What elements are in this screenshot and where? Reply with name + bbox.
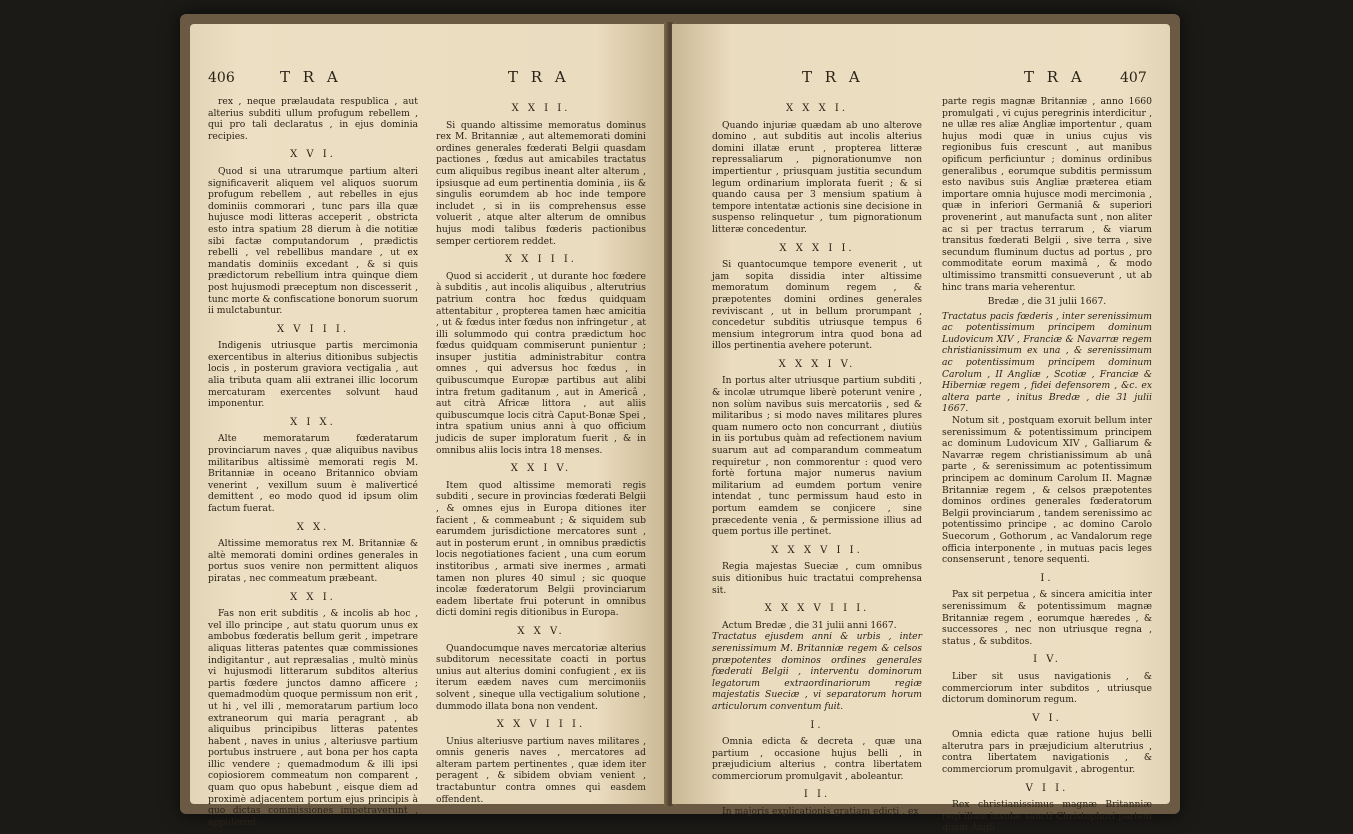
text-paragraph: Si quantocumque tempore evenerit , ut jam sopita dissidia inter altissime memoratum dominum regem , & præpotentes domini ordines generales reviviscant , ut in bellum prorumpant , concedetur subditis utriusque tempus 6 mensium integrorum intra quod bona ad illos pertinentia avehere poterunt.	[712, 259, 922, 352]
article-number: I.	[1040, 572, 1054, 584]
article-number: I V.	[1033, 654, 1061, 666]
text-paragraph: Bredæ , die 31 julii 1667.	[987, 296, 1107, 308]
text-paragraph: parte regis magnæ Britanniæ , anno 1660 promulgati , vi cujus peregrinis interdicitur , ne ullæ res aliæ Angliæ importentur , quam hujus modi quæ in unius cujus vis regionibus fuis crescunt , aut manibus opificum perficiuntur ; dominus ordinibus generalibus , eorumque subditis permissum esto navibus suis Angliæ præterea etiam importare omnia hujusce modi mercimonia , quæ in inferiori Germaniâ & superiori provenerint , aut manufacta sunt , non aliter ac si per tractus terrarum , & viarum transitus fœderati Belgii , sive terra , sive secundum fluminum ductus ad portus , pro commoditate eorum maximâ , & modo ultimissimo transmitti consueverunt , ut ab hinc trans maria veherentur.	[942, 96, 1152, 293]
text-paragraph: Quando injuriæ quædam ab uno alterove domino , aut subditis aut incolis alterius domini illatæ erunt , propterea litteræ repressaliarum , pignorationumve non impertientur , priusquam justitia secundum legum ordinarium implorata fuerit ; & si quando causa per 3 mensium spatium à tempore intentatæ actionis sine decisione in suspenso relinquetur , tum pignorationum litteræ concedentur.	[712, 119, 922, 235]
page-number-right: 407	[1120, 70, 1147, 86]
text-paragraph: In portus alter utriusque partium subditi , & incolæ utrumque liberè poterunt venire , non solùm navibus suis mercatoriis , sed & militaribus ; si modo naves militares plures quam numero octo non concurrant , diutiùs in iis portubus quàm ad refectionem navium suarum aut ad comparandum commeatum requiretur , non commorentur : quod vero fortè fortuna major numerus navium militarium ad eumdem portum venire intendat , tunc permissum haud esto in portum eamdem se conjicere , sine præcedente venia , & permissione illius ad quem portus ille pertinet.	[712, 375, 922, 538]
text-paragraph: Item quod altissime memorati regis subditi , secure in provincias fœderati Belgii , & omnes ejus in Europa ditiones iter facient , & commeabunt ; & siquidem sub earumdem jurisdictione mercatores sunt , aut in posterum erunt , in omnibus prædictis locis negotiationes facient , una cum eorum institoribus , armati sive inermes , armati tamen non plures 40 simul ; sic quoque incolæ fœderatorum Belgii provinciarum eadem libertate frui poterunt in omnibus dicti domini regis ditionibus in Europa.	[436, 479, 646, 619]
text-paragraph: Quod si una utrarumque partium alteri significaverit aliquem vel aliquos suorum profugum rebellem , aut rebelles in ejus dominiis commorari , tunc pars illa quæ hujusce modi litteras acceperit , obstricta esto intra spatium 28 dierum à die notitiæ sibi factæ computandorum , prædictis rebelli , vel rebellibus mandare , ut ex mandatis dominiis excedant , & si quis prædictorum rebellium intra quinque diem post hujusmodi præceptum non discesserit , tunc morte & confiscatione bonorum suorum ii mulctabuntur.	[208, 165, 418, 317]
article-number: X X I.	[290, 591, 336, 603]
article-number: X X I I.	[511, 103, 571, 114]
text-paragraph: rex , neque prælaudata respublica , aut alterius subditi ullum profugum rebellem , qui pro tali declaratus , in ejus dominia recipies.	[208, 96, 418, 142]
running-header-right-col1: T R A	[802, 68, 864, 86]
left-page-column-2	[436, 96, 646, 805]
right-page-column-1	[712, 96, 922, 818]
article-number: V I I.	[1025, 782, 1069, 794]
page-number-left: 406	[208, 70, 235, 86]
article-number: V I.	[1032, 712, 1062, 724]
text-paragraph: Liber sit usus navigationis , & commerciorum inter subditos , utriusque dictorum dominorum regum.	[942, 670, 1152, 706]
left-page	[190, 24, 668, 828]
article-number: I I.	[803, 789, 831, 801]
article-number: X X.	[296, 521, 330, 533]
text-paragraph: Quandocumque naves mercatoriæ alterius subditorum necessitate coacti in portus unius aut alterius domini confugient , ex iis iterum eædem naves cum mercimoniis solvent , sineque ulla vectigalium solutione , dummodo illata bona non vendent.	[436, 642, 646, 712]
article-number: X X X V I I I.	[764, 603, 870, 615]
text-paragraph: Omnia edicta & decreta , quæ una partium , occasione hujus belli , in præjudicium alterius , contra libertatem commerciorum promulgavit , aboleantur.	[712, 736, 922, 782]
article-number: X I X.	[290, 416, 336, 428]
running-header-right-col2: T R A	[1024, 68, 1086, 86]
text-paragraph: Altissime memoratus rex M. Britanniæ & altè memorati domini ordines generales in portus suos venire non permittent aliquos piratas , nec commeatum præbeant.	[208, 538, 418, 584]
running-header-left-col2: T R A	[508, 68, 570, 86]
text-paragraph: Unius alteriusve partium naves militares , omnis generis naves , mercatores ad alteram partem pertinentes , quæ idem iter peragent , & sibidem obviam venient , tractabuntur contra omnes qui easdem offendent.	[436, 735, 646, 805]
text-paragraph: Pax sit perpetua , & sincera amicitia inter serenissimum & potentissimum magnæ Britanniæ regem , eorumque hæredes , & successores , nec non utriusque regna , status , & subditos.	[942, 589, 1152, 647]
open-book	[180, 14, 1180, 834]
article-number: X V I.	[290, 149, 336, 161]
text-paragraph: Si quando altissime memoratus dominus rex M. Britanniæ , aut altememorati domini ordines generales fœderati Belgii quasdam pactiones , fœdus aut amicabiles tractatus cum aliquibus regibus ineant alter alterum , ipsiusque ad eum pertinentia dominia , iis & singulis eorumdem ab hoc inde tempore includet , si in iis comprehensus esse voluerit , atque alter alterum de omnibus hujus modi talibus fœderis pactionibus semper certiorem reddet.	[436, 119, 646, 247]
text-paragraph: Tractatus pacis fœderis , inter serenissimum ac potentissimum principem dominum Ludovicum XIV , Franciæ & Navarræ regem christianissimum ex una , & serenissimum ac potentissimum principem dominum Carolum , II Angliæ , Scotiæ , Franciæ & Hiberniæ regem , fidei defensorem , &c. ex altera parte , initus Bredæ , die 31 julii 1667.	[942, 310, 1152, 415]
text-paragraph: Quod si acciderit , ut durante hoc fœdere à subditis , aut incolis aliquibus , alterutrius patrium contra hoc fœdus quidquam attentabitur , propterea tamen hæc amicitia , ut & fœdus inter fœdus non infringetur , at illi solummodo qui contra prædictum hoc fœdus quidquam commiserunt punientur ; insuper justitia administrabitur contra omnes , qui adversus hoc fœdus , in quibuscumque Europæ partibus aut alibi intra fretum gaditanum , aut in Americâ , aut citrà Africæ littora , aut aliis quibuscumque locis citrà Caput-Bonæ Spei , intra spatium unius anni à quo officium judicis de super imploratum fuerit , & in omnibus aliis locis intra 18 menses.	[436, 270, 646, 456]
right-page	[672, 24, 1170, 834]
article-number: X V I I I.	[276, 323, 350, 335]
text-paragraph: Rex christianissimus magnæ Britanniæ regi illam insulæ sancti Christophori partem quam Angli	[942, 799, 1152, 834]
article-number: I.	[810, 719, 824, 731]
text-paragraph: Indigenis utriusque partis mercimonia exercentibus in alterius ditionibus subjectis locis , in posterum graviora vectigalia , aut alia tributa quam alii extranei illic locorum mercaturam exercentes solvunt haud imponentur.	[208, 340, 418, 410]
article-number: X X I V.	[510, 463, 572, 475]
text-paragraph: Omnia edicta quæ ratione hujus belli alterutra pars in præjudicium alterutrius , contra libertatem navigationis , & commerciorum promulgavit , abrogentur.	[942, 729, 1152, 776]
article-number: X X X I V.	[778, 358, 856, 370]
text-paragraph: Actum Bredæ , die 31 julii anni 1667.	[722, 619, 897, 631]
left-page-column-1	[208, 96, 418, 828]
article-number: X X I I I.	[505, 254, 577, 266]
article-number: X X X V I I.	[771, 544, 863, 556]
article-number: X X X I.	[785, 103, 849, 114]
right-page-column-2	[942, 96, 1152, 834]
running-header-left-col1: T R A	[280, 68, 342, 86]
article-number: X X X I I.	[779, 242, 855, 254]
text-paragraph: Alte memoratarum fœderatarum provinciarum naves , quæ aliquibus navibus militaribus altissimè memorati regis M. Britanniæ in oceano Britannico obviam venerint , vexillum suum è maliverticé demittent , eo modo quod id ipsum olim factum fuerat.	[208, 433, 418, 514]
article-number: X X V I I I.	[496, 719, 586, 731]
text-paragraph: Tractatus ejusdem anni & urbis , inter serenissimum M. Britanniæ regem & celsos præpotentes dominos ordines generales fœderati Belgii , interventu dominorum legatorum extraordinariorum regiæ majestatis Sueciæ , vi separatorum horum articulorum conventum fuit.	[712, 631, 922, 712]
text-paragraph: In majoris explicationis gratiam edicti , ex	[722, 806, 919, 818]
article-number: X X V.	[517, 625, 565, 637]
text-paragraph: Regia majestas Sueciæ , cum omnibus suis ditionibus huic tractatui comprehensa sit.	[712, 561, 922, 596]
text-paragraph: Fas non erit subditis , & incolis ab hoc , vel illo principe , aut statu quorum unus ex ambobus fœderatis bellum gerit , impetrare aliquas litteras patentes quæ commissiones indigitantur , aut repræsalias , multò minùs vi hujusmodi litterarum subditos alterius partis fœdere junctos damno afficere ; quemadmodùm quoque permissum non erit , ut hi , vel illi , memoratarum partium loco extraneorum qui maria peragrant , ab aliquibus principibus litteras patentes habent , naves in unius , alteriusve partium portubus instruere , aut bona per hos capta illic vendere ; quemadmodum & illi ipsi copiosiorem commeatum non comparent , quam quo opus habebunt , eisque diem ad proximè adjacentem portum ejus principis à quo dictas commissiones impetraverunt , appulerint.	[208, 608, 418, 828]
text-paragraph: Notum sit , postquam exoruit bellum inter serenissimum & potentissimum principem ac dominum Ludovicum XIV , Galliarum & Navarræ regem christianissimum ab unâ parte , & serenissimum ac potentissimum principem ac dominum Carolum II. Magnæ Britanniæ regem , & celsos præpotentes dominos ordines generales fœderatorum Belgii provinciarum , tandem serenissimo ac potentissimo principe , ac domino Carolo Suecorum , Gothorum , ac Vandalorum rege officia interponente , in mutuas pacis leges consenserunt , tenore sequenti.	[942, 415, 1152, 566]
